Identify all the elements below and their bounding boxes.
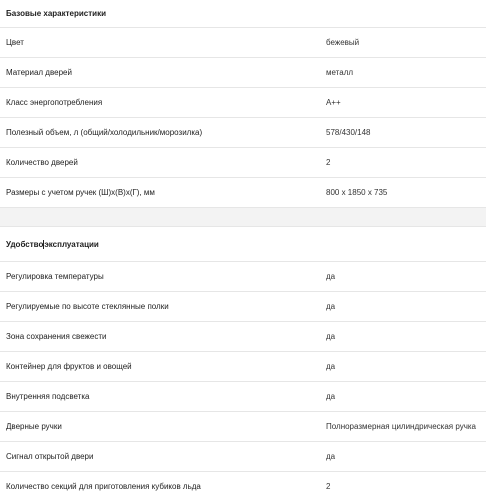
spec-row-interior-light [0,381,486,411]
section-separator [0,207,486,227]
spec-row-adjustable-shelves [0,291,486,321]
spec-row-door-material [0,57,486,87]
spec-value: A++ [326,98,341,107]
section-title-basic: Базовые характеристики [6,9,106,18]
spec-label: Регулировка температуры [6,272,104,281]
section-basic-specs [0,0,486,207]
spec-row-freshness-zone [0,321,486,351]
spec-label: Количество секций для приготовления кубиков льда [6,482,201,491]
spec-row-energy-class [0,87,486,117]
spec-row-ice-sections [0,471,486,499]
section-title-part: эксплуатации [44,239,99,249]
spec-row-door-count [0,147,486,177]
spec-value: да [326,272,336,281]
spec-row-fruit-container [0,351,486,381]
spec-value: 800 x 1850 x 735 [326,188,388,197]
spec-label: Цвет [6,38,24,47]
section-title-usability [0,227,486,261]
spec-label: Внутренняя подсветка [6,392,90,401]
spec-value: да [326,392,336,401]
spec-row-door-handles [0,411,486,441]
spec-label: Полезный объем, л (общий/холодильник/морозилка) [6,128,203,137]
spec-label: Регулируемые по высоте стеклянные полки [6,302,169,311]
spec-row-volume [0,117,486,147]
spec-value: да [326,332,336,341]
spec-row-door-alarm [0,441,486,471]
spec-label: Количество дверей [6,158,78,167]
spec-value: да [326,362,336,371]
spec-label: Материал дверей [6,68,72,77]
spec-label: Контейнер для фруктов и овощей [6,362,132,371]
spec-label: Дверные ручки [6,422,62,431]
spec-value: да [326,452,336,461]
spec-row-temp-control [0,261,486,291]
spec-label: Класс энергопотребления [6,98,103,107]
spec-label: Зона сохранения свежести [6,332,107,341]
spec-label: Размеры с учетом ручек (Ш)х(В)х(Г), мм [6,188,155,197]
spec-row-dimensions [0,177,486,207]
spec-value: бежевый [326,38,360,47]
spec-label: Сигнал открытой двери [6,452,94,461]
spec-value: Полноразмерная цилиндрическая ручка [326,422,476,431]
spec-row-color [0,27,486,57]
section-title-part: Удобство [6,239,44,249]
section-usability [0,227,486,499]
spec-value: да [326,302,336,311]
spec-value: металл [326,68,354,77]
spec-value: 2 [326,158,331,167]
spec-value: 2 [326,482,331,491]
spec-value: 578/430/148 [326,128,371,137]
